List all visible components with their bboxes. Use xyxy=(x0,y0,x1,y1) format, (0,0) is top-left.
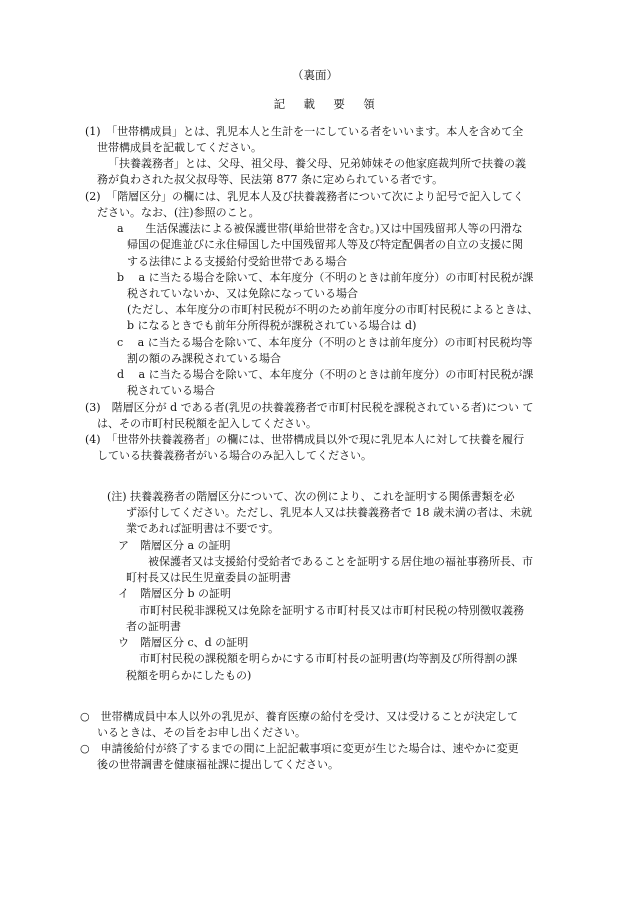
item-2a-line: a 生活保護法による被保護世帯(単給世帯を含む。)又は中国残留邦人等の円滑な xyxy=(117,222,523,235)
note-i-line: イ 階層区分 b の証明 xyxy=(118,587,232,600)
note-u-line: 税額を明らかにしたもの) xyxy=(126,669,252,682)
item-2b-line: 税されていないか、又は免除になっている場合 xyxy=(127,287,358,300)
note-a-line: ア 階層区分 a の証明 xyxy=(118,539,231,552)
item-1-line: 世帯構成員を記載してください。 xyxy=(97,141,262,154)
note-u-line: 市町村民税の課税額を明らかにする市町村長の証明書(均等割及び所得割の課 xyxy=(139,652,518,665)
item-2b-line: (ただし、本年度分の市町村民税が不明のため前年度分の市町村民税によるときは、 xyxy=(127,303,539,316)
item-4-line: している扶養義務者がいる場合のみ記入してください。 xyxy=(97,449,372,462)
item-2b-line: b a に当たる場合を除いて、本年度分（不明のときは前年度分）の市町村民税が課 xyxy=(117,271,534,284)
note-line: (注) 扶養義務者の階層区分について、次の例により、これを証明する関係書類を必 xyxy=(107,490,515,503)
remark-2-line: 後の世帯調書を健康福祉課に提出してください。 xyxy=(97,758,339,771)
note-line: ず添付してください。ただし、乳児本人又は扶養義務者で 18 歳未満の者は、未就 xyxy=(126,506,532,519)
remark-1-line: ○ 世帯構成員中本人以外の乳児が、養育医療の給付を受け、又は受けることが決定して xyxy=(80,710,519,723)
item-1-line: (1) 「世帯構成員」とは、乳児本人と生計を一にしている者をいいます。本人を含めて全 xyxy=(85,125,524,138)
item-1-line: 「扶養義務者」とは、父母、祖父母、養父母、兄弟姉妹その他家庭裁判所で扶養の義 xyxy=(108,157,526,170)
note-a-line: 被保護者又は支援給付受給者であることを証明する居住地の福祉事務所長、市 xyxy=(148,555,533,568)
item-2a-line: する法律による支援給付受給世帯である場合 xyxy=(127,255,347,268)
item-2b-line: b になるときでも前年分所得税が課税されている場合は d) xyxy=(127,319,417,332)
item-4-line: (4) 「世帯外扶養義務者」の欄には、世帯構成員以外で現に乳児本人に対して扶養を履行 xyxy=(85,433,525,446)
item-2c-line: c a に当たる場合を除いて、本年度分（不明のときは前年度分）の市町村民税均等 xyxy=(117,336,533,349)
item-3-line: (3) 階層区分が d である者(乳児の扶養義務者で市町村民税を課税されている者)につい て xyxy=(85,401,534,414)
note-a-line: 町村長又は民生児童委員の証明書 xyxy=(126,571,291,584)
note-line: 業であれば証明書は不要です。 xyxy=(126,522,280,535)
note-i-line: 者の証明書 xyxy=(126,620,181,633)
item-3-line: は、その市町村民税額を記入してください。 xyxy=(97,417,317,430)
item-2-line: ださい。なお、(注)参照のこと。 xyxy=(97,206,260,219)
item-2c-line: 割の額のみ課税されている場合 xyxy=(127,352,281,365)
page-title: 記載要領 xyxy=(273,97,394,111)
item-1-line: 務が負わされた叔父叔母等、民法第 877 条に定められている者です。 xyxy=(97,173,444,186)
side-label: （裏面） xyxy=(292,68,338,82)
item-2-line: (2) 「階層区分」の欄には、乳児本人及び扶養義務者について次により記号で記入してく xyxy=(85,190,524,203)
note-i-line: 市町村民税非課税又は免除を証明する市町村長又は市町村民税の特別徴収義務 xyxy=(139,604,524,617)
item-2d-line: 税されている場合 xyxy=(127,384,215,397)
remark-2-line: ○ 申請後給付が終了するまでの間に上記記載事項に変更が生じた場合は、速やかに変更 xyxy=(80,742,519,755)
item-2d-line: d a に当たる場合を除いて、本年度分（不明のときは前年度分）の市町村民税が課 xyxy=(117,368,534,381)
note-u-line: ウ 階層区分 c、d の証明 xyxy=(118,636,249,649)
remark-1-line: いるときは、その旨をお申し出ください。 xyxy=(97,726,306,739)
item-2a-line: 帰国の促進並びに永住帰国した中国残留邦人等及び特定配偶者の自立の支援に関 xyxy=(127,238,523,251)
